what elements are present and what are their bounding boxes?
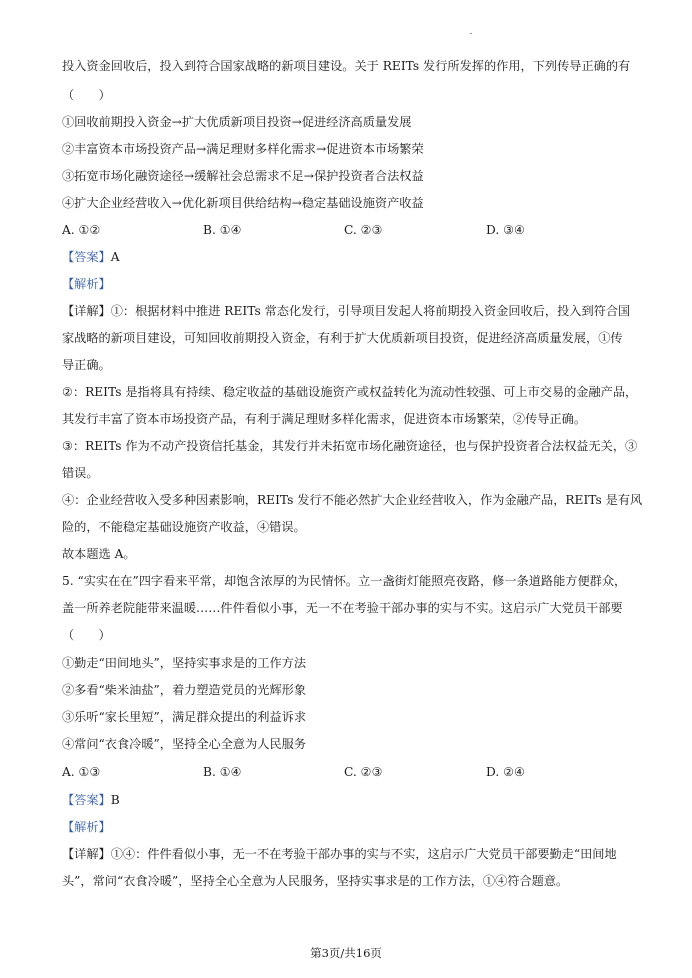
answer-tag: 【答案】 — [62, 793, 111, 807]
q4-analysis-line: ④：企业经营收入受多种因素影响，REITs 发行不能必然扩大企业经营收入，作为金融产品，REITs 是有风 — [62, 493, 643, 507]
q5-stem: 盖一所养老院能带来温暖……件件看似小事，无一不在考验干部办事的实与不实。这启示广大党员干部要 — [62, 601, 623, 615]
answer-value: B — [110, 793, 120, 807]
q5-item-4: ④常问“衣食冷暖”，坚持全心全意为人民服务 — [62, 737, 307, 751]
q4-option-d: D. ③④ — [486, 223, 525, 237]
q5-option-a: A. ①③ — [62, 765, 101, 779]
q4-stem: 投入资金回收后，投入到符合国家战略的新项目建设。关于 REITs 发行所发挥的作用，下列传导正确的有 — [62, 59, 631, 73]
q5-analysis-tag: 【解析】 — [62, 820, 111, 834]
detail-tag: 【详解】 — [62, 847, 111, 861]
q4-analysis-line: 导正确。 — [62, 358, 111, 372]
q5-analysis-line: 【详解】①④：件件看似小事，无一不在考验干部办事的实与不实，这启示广大党员干部要勤走“田间地 — [62, 847, 617, 861]
q5-item-2: ②多看“柴米油盐”，着力塑造党员的光辉形象 — [62, 683, 307, 697]
q4-paren: （ ） — [62, 88, 111, 102]
q4-answer — [62, 249, 120, 265]
q5-option-b: B. ①④ — [203, 765, 242, 779]
q5-item-3: ③乐听“家长里短”，满足群众提出的利益诉求 — [62, 710, 307, 724]
q5-option-d: D. ②④ — [486, 765, 525, 779]
q4-option-c: C. ②③ — [344, 223, 383, 237]
q4-option-a: A. ①② — [62, 223, 101, 237]
q4-item-4: ④扩大企业经营收入→优化新项目供给结构→稳定基础设施资产收益 — [62, 196, 424, 210]
q5-paren: （ ） — [62, 628, 111, 642]
q5-stem: 5. “实实在在”四字看来平常，却饱含浓厚的为民情怀。立一盏街灯能照亮夜路，修一条道路能方便群众， — [62, 574, 627, 588]
q5-option-c: C. ②③ — [344, 765, 383, 779]
q4-analysis-line: 【详解】①：根据材料中推进 REITs 常态化发行，引导项目发起人将前期投入资金回收后，投入到符合国 — [62, 304, 631, 318]
q4-analysis-line: ③：REITs 作为不动产投资信托基金，其发行并未拓宽市场化融资途径，也与保护投资者合法权益无关，③ — [62, 439, 638, 453]
q4-analysis-line: 其发行丰富了资本市场投资产品，有利于满足理财多样化需求，促进资本市场繁荣，②传导正确。 — [62, 412, 587, 426]
q5-analysis-line: 头”，常问“衣食冷暖”，坚持全心全意为人民服务，坚持实事求是的工作方法，①④符合题意。 — [62, 874, 569, 888]
q4-item-3: ③拓宽市场化融资途径→缓解社会总需求不足→保护投资者合法权益 — [62, 169, 424, 183]
q5-item-1: ①勤走“田间地头”，坚持实事求是的工作方法 — [62, 656, 307, 670]
q4-analysis-line: 险的，不能稳定基础设施资产收益，④错误。 — [62, 520, 306, 534]
scan-mark — [470, 33, 472, 34]
q4-conclusion: 故本题选 A。 — [62, 547, 136, 561]
page-footer: 第3页/共16页 — [310, 946, 382, 960]
q5-answer — [62, 792, 120, 808]
detail-tag: 【详解】 — [62, 304, 111, 318]
q4-analysis-line: ②：REITs 是指将具有持续、稳定收益的基础设施资产或权益转化为流动性较强、可上市交易的金融产品， — [62, 385, 638, 399]
answer-tag: 【答案】 — [62, 250, 111, 264]
q4-item-1: ①回收前期投入资金→扩大优质新项目投资→促进经济高质量发展 — [62, 115, 412, 129]
q4-analysis-line: 错误。 — [62, 466, 99, 480]
q4-item-2: ②丰富资本市场投资产品→满足理财多样化需求→促进资本市场繁荣 — [62, 142, 424, 156]
q4-analysis-tag: 【解析】 — [62, 277, 111, 291]
answer-value: A — [110, 250, 120, 264]
q4-option-b: B. ①④ — [203, 223, 242, 237]
q4-analysis-line: 家战略的新项目建设，可知回收前期投入资金，有利于扩大优质新项目投资，促进经济高质量发展，①传 — [62, 331, 623, 345]
